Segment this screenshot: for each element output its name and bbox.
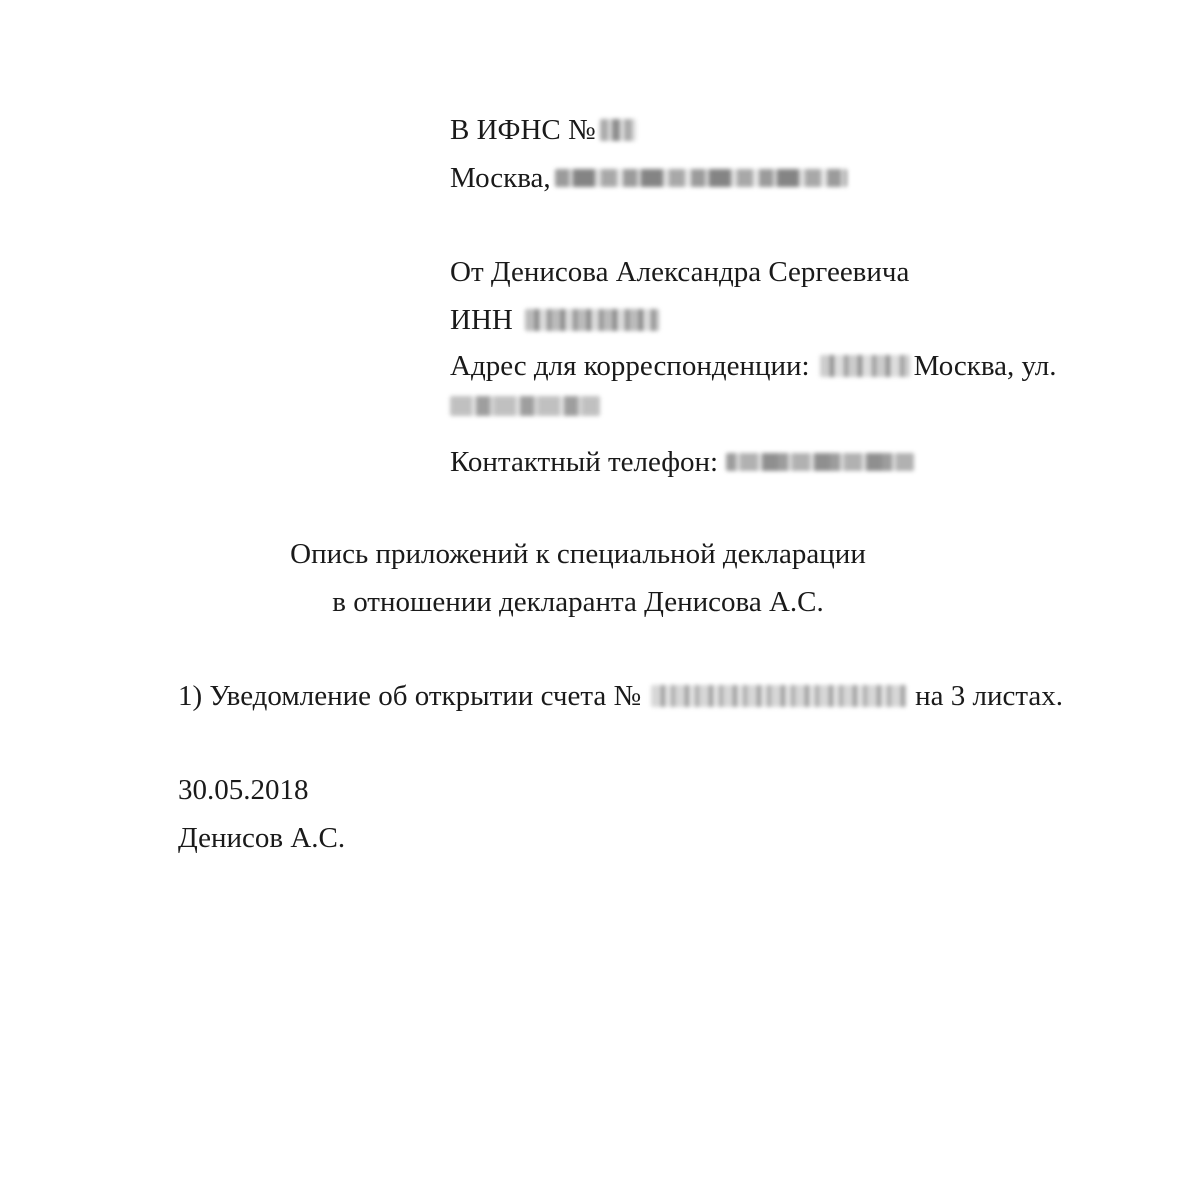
sender-from-line [450,254,909,290]
sender-address-label: Адрес для корреспонденции: [450,350,810,382]
redacted-inn-number [525,309,659,331]
sender-phone-label: Контактный телефон: [450,446,719,478]
sender-from-text: От Денисова Александра Сергеевича [450,256,910,288]
sender-address-line-2 [450,396,604,416]
document-title-2: в отношении декларанта Денисова А.С. [332,586,824,618]
document-title-line-1 [0,536,1156,572]
sender-inn-label: ИНН [450,304,513,336]
item-1-suffix: на 3 листах. [915,680,1064,712]
signature-name: Денисов А.С. [178,822,346,854]
recipient-city: Москва, [450,162,551,194]
recipient-ifns-line [450,112,640,148]
sender-inn-line [450,302,663,338]
recipient-address-line [450,160,851,196]
item-1-prefix: 1) Уведомление об открытии счета № [178,680,642,712]
sender-address-line [450,348,1057,384]
redacted-account-number [651,685,907,707]
document-title-1: Опись приложений к специальной декларации [290,538,866,570]
redacted-sender-street [450,396,600,416]
signature-name-line [178,820,345,856]
signature-date-line [178,772,309,808]
signature-date: 30.05.2018 [178,774,309,806]
sender-phone-line [450,444,918,480]
recipient-ifns-label: В ИФНС № [450,114,596,146]
document-title-line-2 [0,584,1156,620]
list-item [178,678,1063,714]
redacted-recipient-street [555,169,847,187]
redacted-postal-code [820,355,910,377]
redacted-ifns-number [600,119,636,141]
redacted-phone-number [726,453,914,471]
sender-address-city: Москва, ул. [913,350,1057,382]
